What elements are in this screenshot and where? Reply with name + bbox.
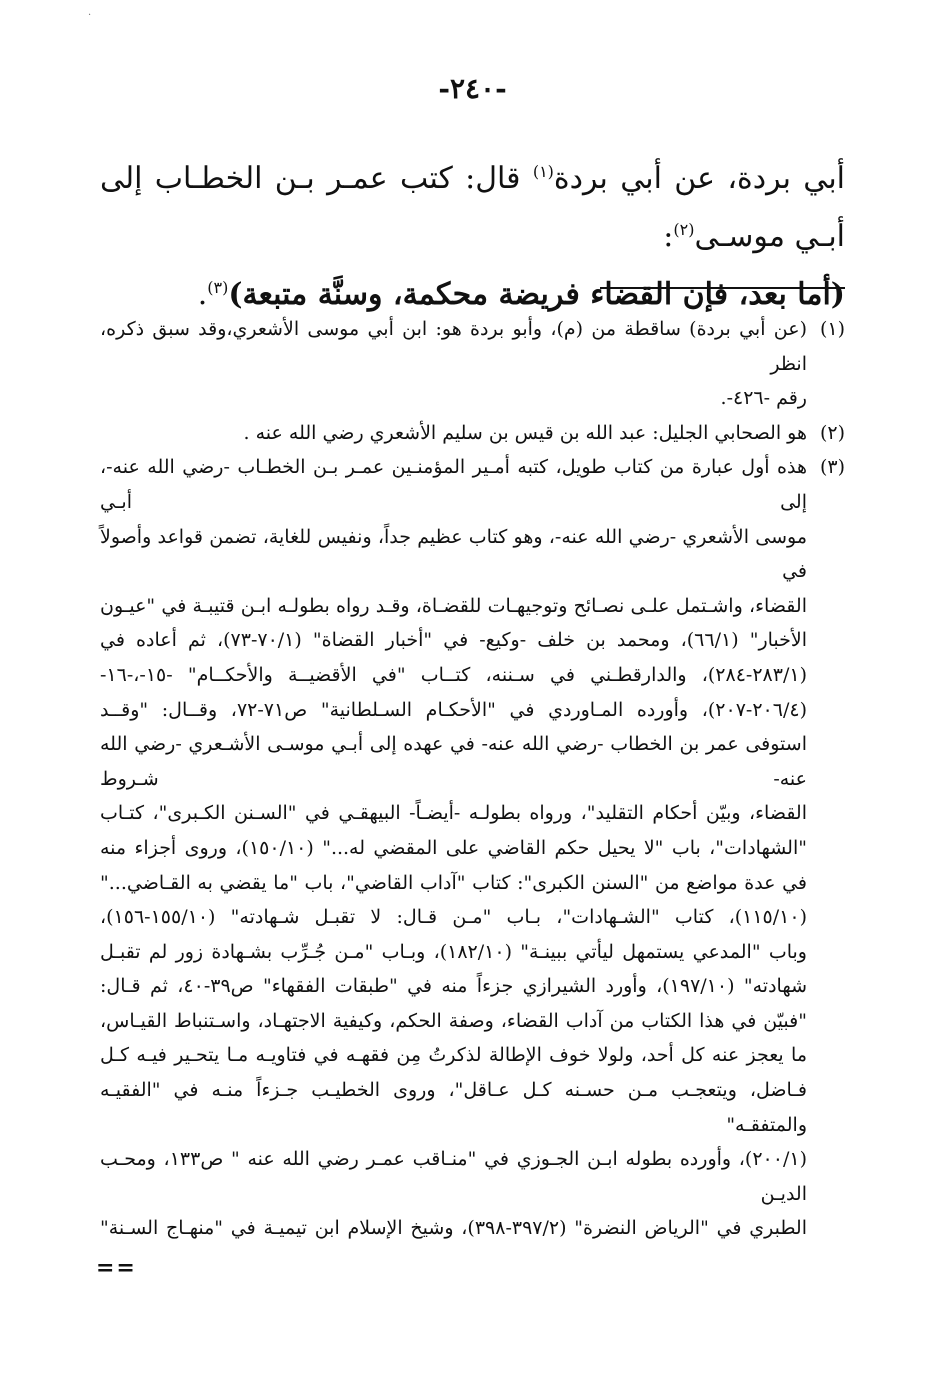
continued-mark: == <box>96 1255 137 1281</box>
footnote-line: شهادته" (١٩٧/١٠)، وأورد الشيرازي جزءاً منه في "طبقات الفقهاء" ص٣٩-٤٠، ثم قـال: <box>100 975 807 998</box>
footnote-divider <box>600 287 845 289</box>
footnote-ref-2: (٢) <box>673 220 695 239</box>
footnote-number: (٢) <box>819 421 845 444</box>
page-number: -٢٤٠- <box>438 72 507 105</box>
footnote-line: هذه أول عبارة من كتاب طويل، كتبه أمـير المؤمنـين عمـر بـن الخطـاب -رضي الله عنه-، إلى أبـي <box>100 456 807 513</box>
footnote-line: القضاء، واشـتمل علـى نصـائح وتوجيهـات للقضـاة، وقـد رواه بطولـه ابـن قتيبـة في "عيـون <box>100 594 807 617</box>
footnote-1 <box>100 312 845 416</box>
footnote-line: (٢٨٣/١-٢٨٤)، والدارقطـني في سـننه، كتــاب "في الأقضيــة والأحكــام" -١٥-،-١٦- <box>100 663 807 686</box>
main-line-1-part-c: : <box>663 219 674 254</box>
footnote-line: ما يعجز عنه كل أحد، ولولا خوف الإطالة لذكرتُ مِن فقهـه في فتاويـه مـا يتحـير فيـه كـل <box>100 1044 807 1067</box>
main-line-2-end: . <box>197 277 208 312</box>
footnote-line: في عدة مواضع من "السنن الكبرى": كتاب "آداب القاضي"، باب "ما يقضي به القـاضي..." <box>100 871 807 894</box>
footnote-ref-3: (٣) <box>207 278 229 297</box>
footnote-line: هو الصحابي الجليل: عبد الله بن قيس بن سليم الأشعري رضي الله عنه . <box>243 421 807 444</box>
footnote-line: "فبيّن في هذا الكتاب من آداب القضاء، وصفة الحكم، وكيفية الاجتهـاد، واسـتنباط القيـاس، <box>100 1009 807 1032</box>
footnote-line: رقم -٤٢٦-. <box>720 387 807 410</box>
main-line-1-part-b: قال: كتب عمـر بـن الخطـاب إلى أبـي موسـى <box>100 161 845 254</box>
footnote-number: (١) <box>819 318 845 340</box>
footnote-3 <box>100 450 845 1246</box>
footnote-line: "الشهادات"، باب "لا يحيل حكم القاضي على المقضي له..." (١٥٠/١٠)، وروى أجزاء منه <box>100 836 807 859</box>
footnote-line: (٢٠٠/١)، وأورده بطوله ابـن الجـوزي في "منـاقب عمـر رضي الله عنه " ص١٣٣، ومحـب الديـن <box>100 1148 807 1205</box>
footnote-line: (١١٥/١٠)، كتاب "الشـهادات"، بـاب "مـن قـال: لا تقبـل شـهادته" (١٥٥/١٠-١٥٦)، <box>100 906 807 929</box>
quoted-statement: (أما بعد، فإن القضاء فريضة محكمة، وسنَّة متبعة) <box>228 277 845 312</box>
footnote-2 <box>100 416 845 451</box>
footnote-ref-1: (١) <box>532 162 554 181</box>
footnote-line: استوفى عمر بن الخطاب -رضي الله عنه- في عهده إلى أبـي موسـى الأشـعري -رضي الله عنه- شـروط <box>100 733 807 790</box>
main-line-1 <box>100 150 845 266</box>
main-line-1-part-a: أبي بردة، عن أبي بردة <box>553 161 845 196</box>
footnote-line: الطبري في "الرياض النضرة" (٣٩٧/٢-٣٩٨)، وشيخ الإسلام ابن تيميـة في "منهـاج السـنة" <box>100 1217 807 1240</box>
footnote-line: (عن أبي بردة) ساقطة من (م)، وأبو بردة هو: ابن أبي موسى الأشعري،وقد سبق ذكره، انظر <box>100 318 807 375</box>
footnote-line: وباب "المدعي يستمهل ليأتي ببينـة" (١٨٢/١٠)، وبـاب "مـن جُـرِّب بشـهادة زور لم تقبـل <box>100 940 807 963</box>
footnote-line: (٢٠٦/٤-٢٠٧)، وأورده المـاوردي في "الأحكـام السـلطانية" ص٧١-٧٢، وقــال: "وقــد <box>100 698 807 721</box>
footnote-number: (٣) <box>819 456 845 479</box>
footnote-line: فـاضل، ويتعجـب مـن حسـنه كـل عـاقل"، وروى الخطيـب جـزءاً منـه في "الفقيـه والمتفقـه" <box>100 1079 807 1136</box>
footnotes <box>100 312 845 1246</box>
footnote-line: موسى الأشعري -رضي الله عنه-، وهو كتاب عظيم جداً، ونفيس للغاية، تضمن قواعد وأصولاً في <box>100 525 807 583</box>
footnote-line: الأخبار" (٦٦/١)، ومحمد بن خلف -وكيع- في "أخبار القضاة" (٧٠/١-٧٣)، ثم أعاده في <box>100 629 808 652</box>
main-text <box>100 150 845 324</box>
footnote-line: القضاء، وبيّن أحكام التقليد"، ورواه بطولـه -أيضـاً- البيهقـي في "السـنن الكـبرى"، كتـاب <box>100 802 807 825</box>
scan-mark: · <box>88 10 92 21</box>
